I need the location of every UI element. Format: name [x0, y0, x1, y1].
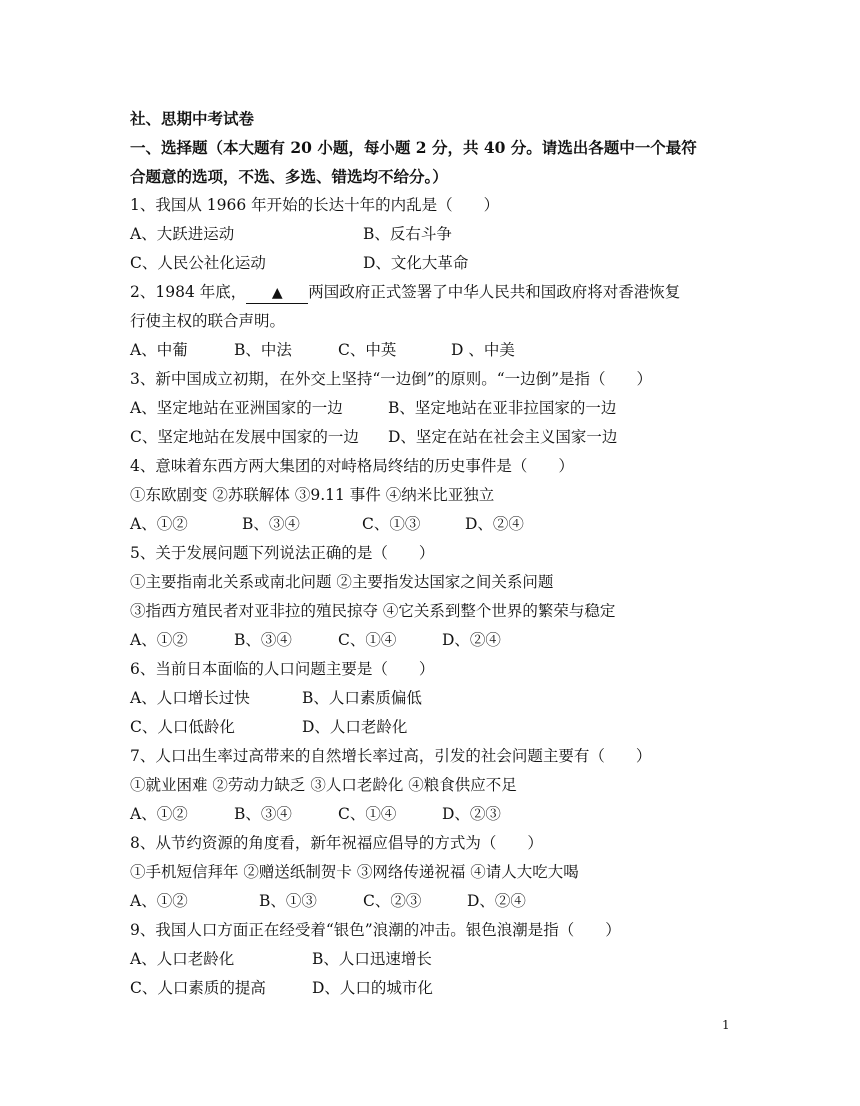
q6-option-d: D、人口老龄化: [302, 718, 408, 736]
question-8-stem: 8、从节约资源的角度看，新年祝福应倡导的方式为（ ）: [130, 834, 543, 852]
question-8-options: [130, 887, 750, 916]
q5-option-a: A、①②: [130, 631, 188, 649]
q7-option-b: B、③④: [234, 805, 292, 823]
q4-option-c: C、①③: [362, 515, 421, 533]
question-6-stem: 6、当前日本面临的人口问题主要是（ ）: [130, 660, 435, 678]
question-1-options-row-1: [130, 220, 750, 249]
q7-option-c: C、①④: [338, 805, 397, 823]
question-9-options-row-2: [130, 974, 750, 1003]
question-6-options-row-2: [130, 713, 750, 742]
question-4-options: [130, 510, 750, 539]
question-5-options: [130, 626, 750, 655]
exam-title: 社、思期中考试卷: [130, 109, 255, 128]
question-3-options-row-1: [130, 394, 750, 423]
question-2-stem: [130, 278, 750, 307]
question-9-options-row-1: [130, 945, 750, 974]
question-2-stem-line-2: 行使主权的联合声明。: [130, 312, 286, 330]
q8-option-b: B、①③: [259, 892, 317, 910]
exam-content: [130, 104, 750, 1003]
q2-stem-end: 两国政府正式签署了中华人民共和国政府将对香港恢复: [308, 283, 681, 301]
q8-option-a: A、①②: [130, 892, 188, 910]
q3-option-a: A、坚定地站在亚洲国家的一边: [130, 399, 343, 417]
q9-option-d: D、人口的城市化: [312, 979, 433, 997]
q3-option-c: C、坚定地站在发展中国家的一边: [130, 428, 359, 446]
q2-option-c: C、中英: [338, 341, 397, 359]
q2-option-b: B、中法: [234, 341, 292, 359]
question-7-options: [130, 800, 750, 829]
q1-option-c: C、人民公社化运动: [130, 254, 266, 272]
question-3-stem: 3、新中国成立初期，在外交上坚持“一边倒”的原则。“一边倒”是指（ ）: [130, 370, 653, 388]
question-7-items: ①就业困难 ②劳动力缺乏 ③人口老龄化 ④粮食供应不足: [130, 776, 517, 794]
q7-option-a: A、①②: [130, 805, 188, 823]
q3-option-b: B、坚定地站在亚非拉国家的一边: [388, 399, 617, 417]
question-1-stem: 1、我国从 1966 年开始的长达十年的内乱是（ ）: [130, 196, 500, 214]
q4-option-a: A、①②: [130, 515, 188, 533]
question-2-options: [130, 336, 750, 365]
question-3-options-row-2: [130, 423, 750, 452]
q2-stem-start: 2、1984 年底，: [130, 283, 247, 301]
question-6-options-row-1: [130, 684, 750, 713]
q1-option-a: A、大跃进运动: [130, 225, 235, 243]
q2-option-d: D 、中美: [451, 341, 515, 359]
q2-answer-blank: ▲: [246, 283, 308, 304]
section-heading-line-1: 一、选择题（本大题有 20 小题，每小题 2 分，共 40 分。请选出各题中一个最符: [130, 138, 697, 157]
q8-option-c: C、②③: [363, 892, 422, 910]
q6-option-b: B、人口素质偏低: [302, 689, 422, 707]
q4-option-d: D、②④: [465, 515, 524, 533]
q1-option-d: D、文化大革命: [363, 254, 469, 272]
question-4-stem: 4、意味着东西方两大集团的对峙格局终结的历史事件是（ ）: [130, 457, 574, 475]
q9-option-c: C、人口素质的提高: [130, 979, 266, 997]
page-number: 1: [722, 1018, 730, 1032]
q6-option-a: A、人口增长过快: [130, 689, 250, 707]
section-heading-line-2: 合题意的选项，不选、多选、错选均不给分。）: [130, 167, 448, 186]
q1-option-b: B、反右斗争: [363, 225, 452, 243]
q9-option-a: A、人口老龄化: [130, 950, 235, 968]
question-8-items: ①手机短信拜年 ②赠送纸制贺卡 ③网络传递祝福 ④请人大吃大喝: [130, 863, 579, 881]
q5-option-b: B、③④: [234, 631, 292, 649]
question-5-items-2: ③指西方殖民者对亚非拉的殖民掠夺 ④它关系到整个世界的繁荣与稳定: [130, 602, 616, 620]
question-1-options-row-2: [130, 249, 750, 278]
question-5-items-1: ①主要指南北关系或南北问题 ②主要指发达国家之间关系问题: [130, 573, 554, 591]
q4-option-b: B、③④: [242, 515, 300, 533]
q3-option-d: D、坚定在站在社会主义国家一边: [388, 428, 618, 446]
question-4-items: ①东欧剧变 ②苏联解体 ③9.11 事件 ④纳米比亚独立: [130, 486, 495, 504]
question-5-stem: 5、关于发展问题下列说法正确的是（ ）: [130, 544, 435, 562]
q5-option-c: C、①④: [338, 631, 397, 649]
q5-option-d: D、②④: [442, 631, 501, 649]
q6-option-c: C、人口低龄化: [130, 718, 235, 736]
question-9-stem: 9、我国人口方面正在经受着“银色”浪潮的冲击。银色浪潮是指（ ）: [130, 921, 621, 939]
q7-option-d: D、②③: [442, 805, 501, 823]
q8-option-d: D、②④: [467, 892, 526, 910]
q2-option-a: A、中葡: [130, 341, 188, 359]
question-7-stem: 7、人口出生率过高带来的自然增长率过高，引发的社会问题主要有（ ）: [130, 747, 652, 765]
q9-option-b: B、人口迅速增长: [312, 950, 432, 968]
